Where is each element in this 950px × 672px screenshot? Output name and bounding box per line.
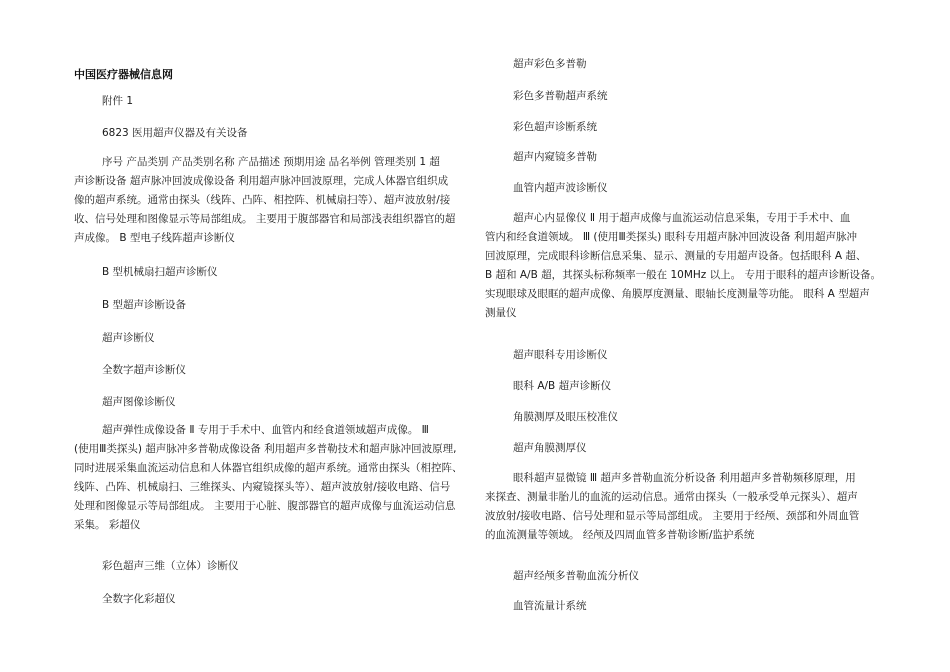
paragraph-line: 声诊断设备 超声脉冲回波成像设备 利用超声脉冲回波原理，完成人体器官组织成 [74, 175, 449, 187]
right-paragraph-2 [485, 469, 877, 545]
list-item: 超声内窥镜多普勒 [513, 151, 597, 163]
paragraph-line: 采集。 彩超仪 [74, 519, 141, 531]
list-item: 彩色超声诊断系统 [513, 121, 597, 133]
paragraph-line: 超声心内显像仪 Ⅱ 用于超声成像与血流运动信息采集，专用于手术中、血 [513, 212, 851, 224]
category-heading: 6823 医用超声仪器及有关设备 [102, 127, 248, 139]
right-paragraph-1 [485, 209, 881, 323]
paragraph-line: 处理和图像显示等局部组成。 主要用于心脏、腹部器官的超声成像与血流运动信息 [74, 500, 456, 512]
paragraph-line: 同时进展采集血流运动信息和人体器官组织成像的超声系统。通常由探头（相控阵、 [74, 462, 463, 474]
list-item: 超声经颅多普勒血流分析仪 [513, 570, 639, 582]
paragraph-line: 线阵、凸阵、机械扇扫、三维探头、内窥镜探头等）、超声波放射/接收电路、信号 [74, 481, 451, 493]
attachment-label: 附件 1 [102, 95, 134, 107]
paragraph-line: 眼科超声显微镜 Ⅲ 超声多普勒血流分析设备 利用超声多普勒频移原理，用 [513, 472, 856, 484]
paragraph-line: 收、信号处理和图像显示等局部组成。 主要用于腹部器官和局部浅表组织器官的超 [74, 213, 456, 225]
paragraph-line: 回波原理，完成眼科诊断信息采集、显示、测量的专用超声设备。包括眼科 A 超、 [485, 250, 867, 262]
list-item: 全数字超声诊断仪 [102, 364, 186, 376]
list-item: 超声诊断仪 [102, 332, 155, 344]
paragraph-line: 测量仪 [485, 307, 517, 319]
paragraph-line: 序号 产品类别 产品类别名称 产品描述 预期用途 品名举例 管理类别 1 超 [102, 156, 440, 168]
site-title: 中国医疗器械信息网 [74, 68, 173, 81]
paragraph-line: (使用Ⅲ类探头) 超声脉冲多普勒成像设备 利用超声多普勒技术和超声脉冲回波原理, [74, 443, 457, 455]
paragraph-line: 声成像。 B 型电子线阵超声诊断仪 [74, 232, 235, 244]
list-item: B 型超声诊断设备 [102, 299, 187, 311]
list-item: 超声图像诊断仪 [102, 396, 176, 408]
paragraph-line: 来探查、测量非胎儿的血流的运动信息。通常由探头（一般承受单元探头）、超声 [485, 491, 858, 503]
paragraph-line: 的血流测量等领域。 经颅及四周血管多普勒诊断/监护系统 [485, 529, 755, 541]
list-item: 血管内超声波诊断仪 [513, 182, 608, 194]
list-item: B 型机械扇扫超声诊断仪 [102, 266, 218, 278]
left-paragraph-1 [74, 153, 466, 248]
list-item: 眼科 A/B 超声诊断仪 [513, 380, 612, 392]
paragraph-line: 实现眼球及眼眶的超声成像、角膜厚度测量、眼轴长度测量等功能。 眼科 A 型超声 [485, 288, 870, 300]
paragraph-line: 像的超声系统。通常由探头（线阵、凸阵、相控阵、机械扇扫等）、超声波放射/接 [74, 194, 451, 206]
list-item: 全数字化彩超仪 [102, 593, 176, 605]
list-item: 血管流量计系统 [513, 600, 587, 612]
left-paragraph-2 [74, 421, 466, 535]
list-item: 超声眼科专用诊断仪 [513, 349, 608, 361]
paragraph-line: 超声弹性成像设备 Ⅱ 专用于手术中、血管内和经食道领域超声成像。 Ⅲ [102, 424, 429, 436]
list-item: 彩色多普勒超声系统 [513, 90, 608, 102]
paragraph-line: 波放射/接收电路、信号处理和显示等局部组成。 主要用于经颅、颈部和外周血管 [485, 510, 860, 522]
list-item: 超声彩色多普勒 [513, 58, 587, 70]
list-item: 超声角膜测厚仪 [513, 442, 587, 454]
paragraph-line: B 超和 A/B 超，其探头标称频率一般在 10MHz 以上。 专用于眼科的超声诊断设备。 [485, 269, 881, 281]
paragraph-line: 管内和经食道领域。 Ⅲ (使用Ⅲ类探头) 眼科专用超声脉冲回波设备 利用超声脉冲 [485, 231, 858, 243]
list-item: 角膜测厚及眼压校准仪 [513, 411, 618, 423]
list-item: 彩色超声三维（立体）诊断仪 [102, 560, 239, 572]
